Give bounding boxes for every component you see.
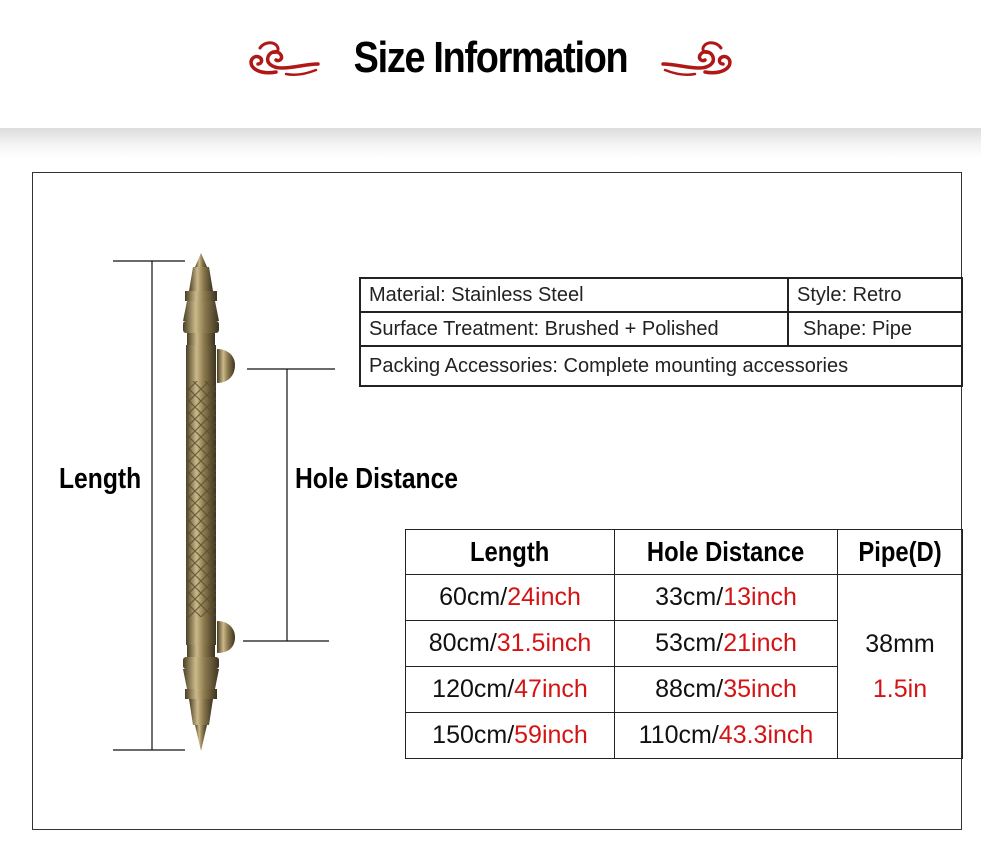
size-table-header [406,530,963,575]
length-cell: 120cm/47inch [406,667,615,713]
length-cell: 150cm/59inch [406,713,615,759]
length-cell: 60cm/24inch [406,575,615,621]
pipe-cell [838,575,963,759]
spec-row [360,312,962,346]
shape-cell: Shape: Pipe [788,312,962,346]
col-header-length: Length [406,530,615,575]
hole-cell: 33cm/13inch [615,575,838,621]
hole-distance-dimension-line [243,369,335,641]
surface-cell: Surface Treatment: Brushed + Polished [360,312,788,346]
spec-row [360,278,962,312]
spec-row [360,346,962,386]
header-divider [0,128,981,158]
material-cell: Material: Stainless Steel [360,278,788,312]
table-row [406,575,963,621]
length-label: Length [59,463,142,495]
length-dimension-line [113,261,185,750]
pipe-mm: 38mm [865,629,935,658]
header [0,0,981,132]
spec-table [359,277,963,387]
cloud-ornament-right-icon [660,38,735,80]
pipe-in: 1.5in [872,674,928,703]
door-handle-image [183,253,235,751]
hole-distance-label: Hole Distance [295,463,459,495]
product-info-frame [32,172,962,830]
hole-cell: 53cm/21inch [615,621,838,667]
length-cell: 80cm/31.5inch [406,621,615,667]
page-title: Size Information [353,33,628,82]
col-header-pipe: Pipe(D) [838,530,963,575]
col-header-hole-distance: Hole Distance [615,530,838,575]
hole-cell: 110cm/43.3inch [615,713,838,759]
packing-cell: Packing Accessories: Complete mounting accessories [360,346,962,386]
size-table [405,529,963,759]
style-cell: Style: Retro [788,278,962,312]
hole-cell: 88cm/35inch [615,667,838,713]
